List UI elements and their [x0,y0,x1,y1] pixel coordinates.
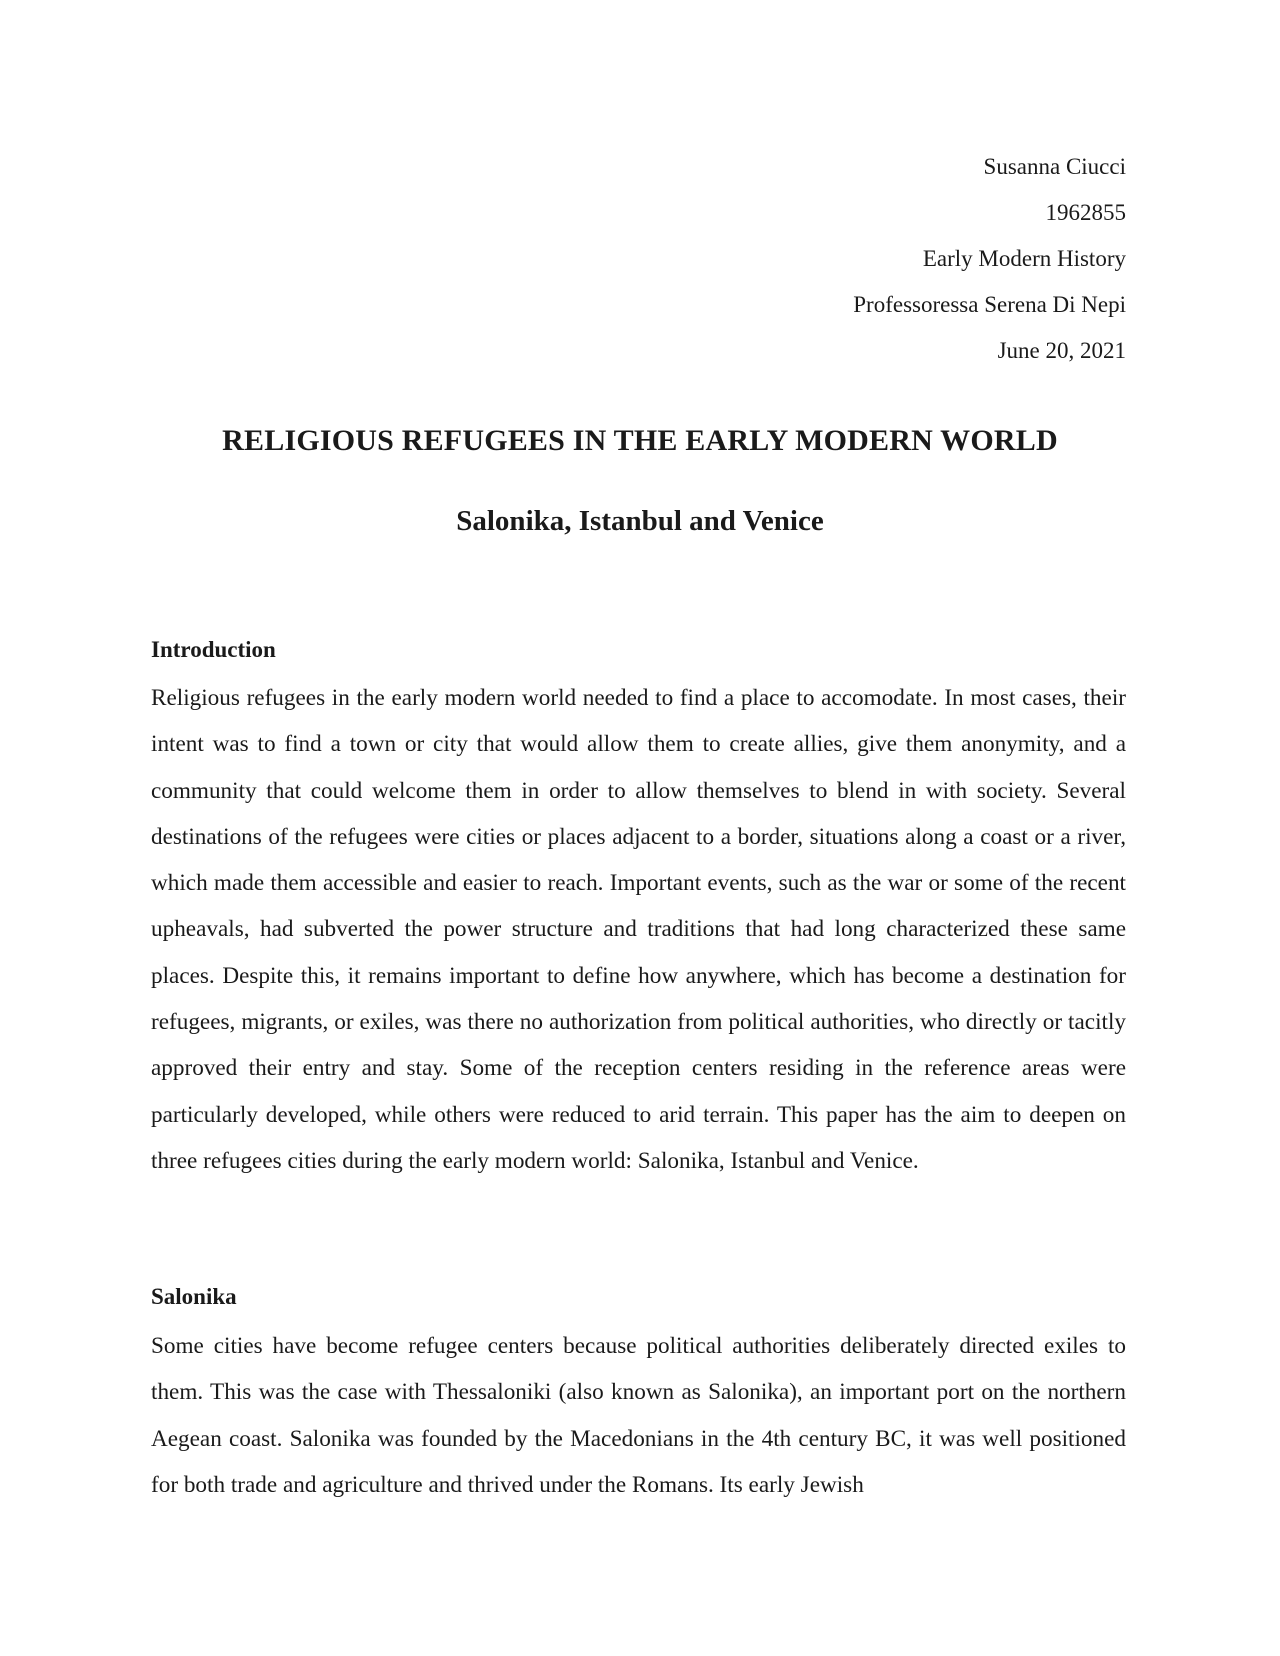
section-body-introduction: Religious refugees in the early modern world needed to find a place to accomodate. In most cases, their intent was to find a town or city that would allow them to create allies, give them anonymity, and a community that could welcome them in order to allow themselves to blend in with society. Several destinations of the refugees were cities or places adjacent to a border, situations along a coast or a river, which made them accessible and easier to reach. Important events, such as the war or some of the recent upheavals, had subverted the power structure and traditions that had long characterized these same places. Despite this, it remains important to define how anywhere, which has become a destination for refugees, migrants, or exiles, was there no authorization from political authorities, who directly or tacitly approved their entry and stay. Some of the reception centers residing in the reference areas were particularly developed, while others were reduced to arid terrain. This paper has the aim to deepen on three refugees cities during the early modern world: Salonika, Istanbul and Venice. [151,685,1126,1174]
student-id: 1962855 [1045,200,1126,225]
section-body-salonika: Some cities have become refugee centers because political authorities deliberately directed exiles to them. This was the case with Thessaloniki (also known as Salonika), an important port on the northern Aegean coast. Salonika was founded by the Macedonians in the 4th century BC, it was well positioned for both trade and agriculture and thrived under the Romans. Its early Jewish [151,1333,1126,1498]
document-subtitle: Salonika, Istanbul and Venice [456,505,824,537]
professor-name: Professoressa Serena Di Nepi [853,292,1126,317]
section-heading-introduction: Introduction [151,637,276,662]
document-title: RELIGIOUS REFUGEES IN THE EARLY MODERN WORLD [222,424,1058,457]
document-date: June 20, 2021 [997,338,1126,363]
course-name: Early Modern History [922,246,1126,271]
author-header [853,144,1126,374]
section-heading-salonika: Salonika [151,1284,237,1309]
author-name: Susanna Ciucci [983,154,1126,179]
